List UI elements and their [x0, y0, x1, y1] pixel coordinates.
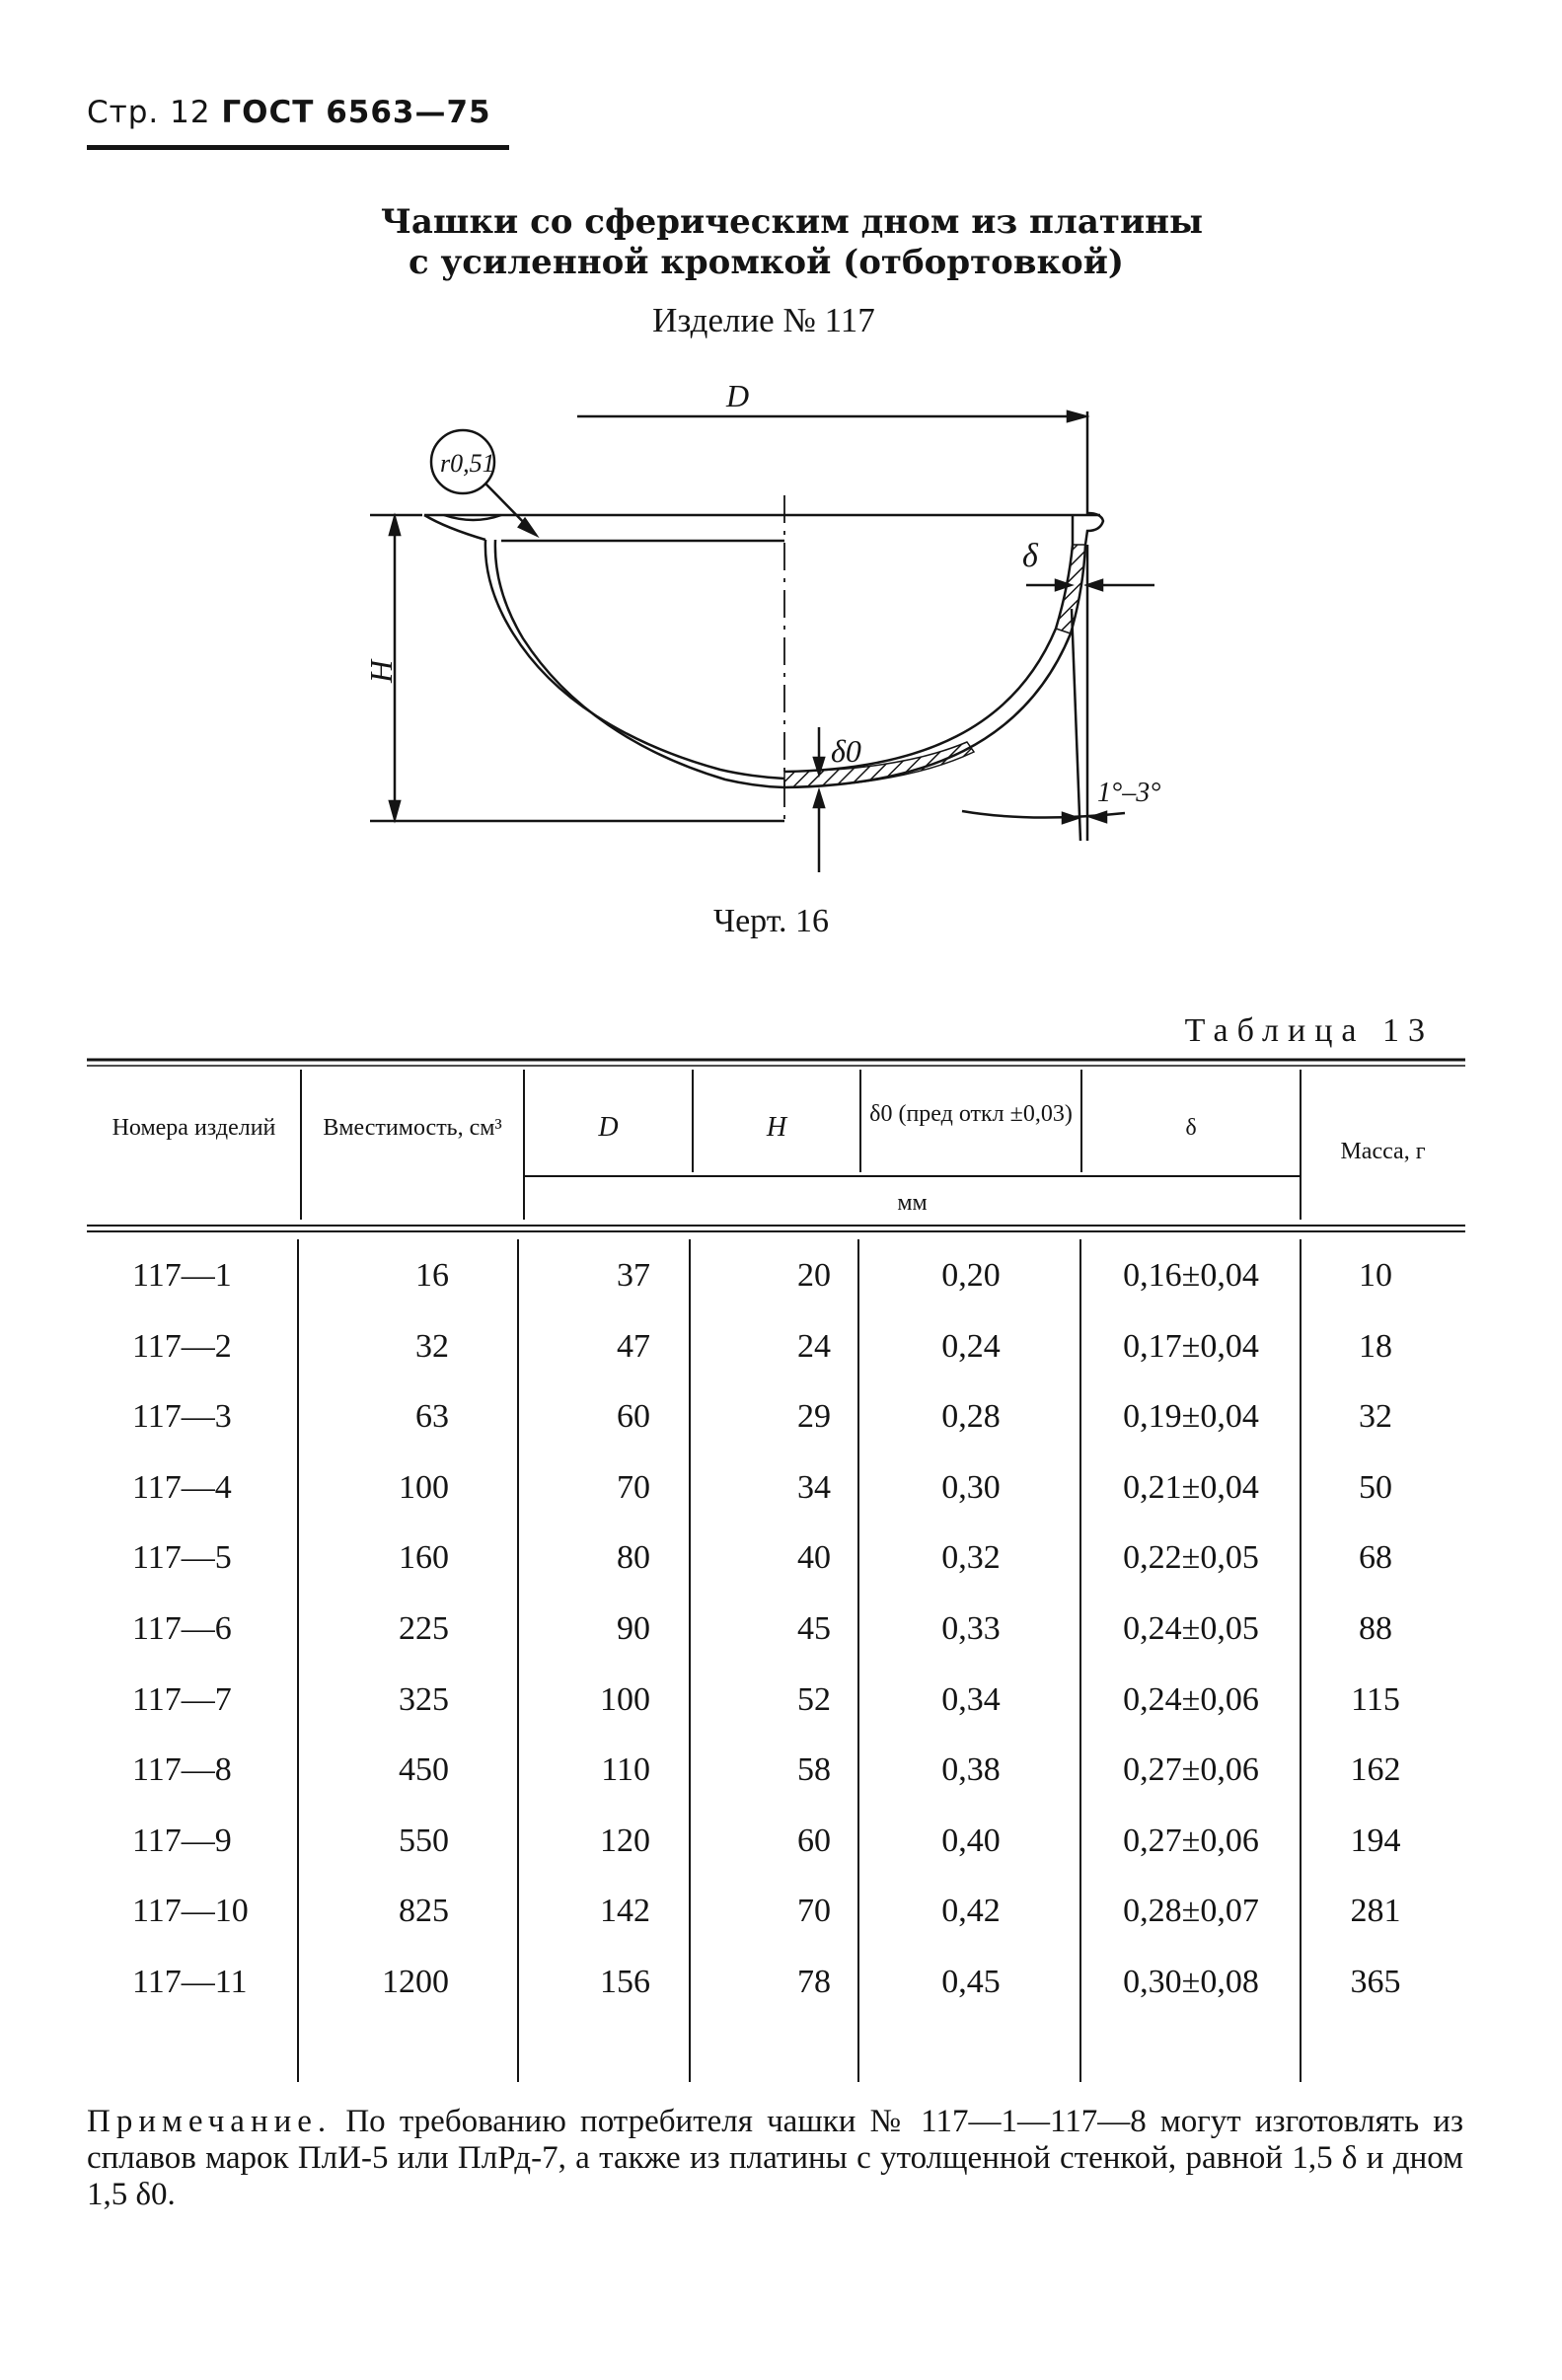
table-row — [87, 1807, 1465, 1876]
header-number: Номера изделий — [112, 1115, 276, 1141]
table-row — [87, 1524, 1465, 1593]
header-mass: Масса, г — [1340, 1139, 1426, 1164]
cell-number: 117—10 — [132, 1893, 249, 1930]
cell-delta: 0,16±0,04 — [1123, 1257, 1259, 1294]
cell-delta: 0,21±0,04 — [1123, 1468, 1259, 1506]
header-mm: мм — [897, 1190, 928, 1216]
cell-number: 117—8 — [132, 1751, 232, 1789]
cell-d: 47 — [617, 1327, 650, 1365]
data-table — [87, 1056, 1465, 2092]
cell-d: 90 — [617, 1610, 650, 1647]
cell-capacity: 550 — [399, 1822, 449, 1859]
cell-number: 117—7 — [132, 1680, 232, 1718]
cell-capacity: 1200 — [382, 1964, 449, 2000]
cell-number: 117—6 — [132, 1610, 232, 1647]
cell-number: 117—3 — [132, 1398, 232, 1436]
cell-number: 117—11 — [132, 1964, 248, 2000]
cell-d: 142 — [600, 1893, 650, 1930]
bowl-drawing-svg — [363, 367, 1194, 880]
cell-d: 70 — [617, 1468, 650, 1506]
cell-mass: 68 — [1359, 1539, 1392, 1577]
header-delta0: δ0 (пред откл ±0,03) — [869, 1101, 1073, 1127]
cell-h: 78 — [797, 1964, 831, 2000]
cell-capacity: 160 — [399, 1539, 449, 1577]
page-header — [87, 95, 491, 130]
cell-delta0: 0,45 — [941, 1964, 1001, 2000]
cell-capacity: 100 — [399, 1468, 449, 1506]
cell-delta0: 0,20 — [941, 1257, 1001, 1294]
cell-mass: 88 — [1359, 1610, 1392, 1647]
cell-h: 20 — [797, 1257, 831, 1294]
cell-delta: 0,24±0,05 — [1123, 1610, 1259, 1647]
cell-capacity: 225 — [399, 1610, 449, 1647]
table-row — [87, 1241, 1465, 1310]
cell-delta: 0,27±0,06 — [1123, 1751, 1259, 1789]
item-number: Изделие № 117 — [652, 301, 875, 339]
label-h: H — [363, 659, 399, 683]
cell-capacity: 450 — [399, 1751, 449, 1789]
cell-mass: 50 — [1359, 1468, 1392, 1506]
label-angle: 1°–3° — [1097, 778, 1161, 808]
cell-delta0: 0,42 — [941, 1893, 1001, 1930]
cell-capacity: 16 — [415, 1257, 449, 1294]
cell-delta: 0,27±0,06 — [1123, 1822, 1259, 1859]
note — [87, 2104, 1463, 2213]
cell-delta0: 0,38 — [941, 1751, 1001, 1789]
header-h: H — [766, 1112, 787, 1143]
table-row — [87, 1382, 1465, 1451]
cell-d: 100 — [600, 1680, 650, 1718]
cell-delta0: 0,24 — [941, 1327, 1001, 1365]
header-capacity: Вместимость, см³ — [323, 1115, 502, 1141]
cell-mass: 365 — [1350, 1964, 1401, 2000]
label-d: D — [726, 378, 750, 413]
note-lead: Примечание. — [87, 2104, 333, 2139]
title-line-1: Чашки со сферическим дном из платины — [380, 202, 1204, 242]
cell-d: 110 — [601, 1751, 650, 1789]
cell-mass: 115 — [1351, 1680, 1400, 1718]
cell-delta: 0,24±0,06 — [1123, 1680, 1259, 1718]
label-delta: δ — [1022, 538, 1038, 574]
header-rule — [87, 145, 509, 150]
table-row — [87, 1595, 1465, 1664]
page-number: Стр. 12 — [87, 95, 211, 130]
cell-delta0: 0,32 — [941, 1539, 1001, 1577]
cell-capacity: 325 — [399, 1680, 449, 1718]
cell-mass: 10 — [1359, 1257, 1392, 1294]
cell-delta0: 0,33 — [941, 1610, 1001, 1647]
cell-d: 60 — [617, 1398, 650, 1436]
cell-h: 70 — [797, 1893, 831, 1930]
cell-h: 34 — [797, 1468, 831, 1506]
cell-capacity: 32 — [415, 1327, 449, 1365]
cell-number: 117—4 — [132, 1468, 232, 1506]
cell-h: 52 — [797, 1680, 831, 1718]
cell-delta0: 0,28 — [941, 1398, 1001, 1436]
cell-d: 80 — [617, 1539, 650, 1577]
arrow-head — [1068, 411, 1085, 421]
cell-h: 58 — [797, 1751, 831, 1789]
cell-number: 117—1 — [132, 1257, 232, 1294]
cell-delta0: 0,30 — [941, 1468, 1001, 1506]
table-label: Таблица 13 — [1184, 1012, 1434, 1049]
table-row — [87, 1666, 1465, 1735]
cell-mass: 18 — [1359, 1327, 1392, 1365]
header-d: D — [598, 1112, 619, 1143]
label-radius: r0,51 — [440, 449, 495, 478]
cell-delta: 0,19±0,04 — [1123, 1398, 1259, 1436]
cell-capacity: 825 — [399, 1893, 449, 1930]
cell-delta: 0,28±0,07 — [1123, 1893, 1259, 1930]
cell-delta: 0,30±0,08 — [1123, 1964, 1259, 2000]
cell-mass: 194 — [1350, 1822, 1401, 1859]
cell-d: 156 — [600, 1964, 650, 2000]
cell-mass: 32 — [1359, 1398, 1392, 1436]
cell-delta: 0,17±0,04 — [1123, 1327, 1259, 1365]
cell-d: 120 — [600, 1822, 650, 1859]
label-delta0: δ0 — [831, 733, 861, 769]
table-row — [87, 1877, 1465, 1946]
cell-delta: 0,22±0,05 — [1123, 1539, 1259, 1577]
table-row — [87, 1948, 1465, 2017]
cell-mass: 281 — [1350, 1893, 1401, 1930]
note-text: По требованию потребителя чашки № 117—1—117—8 могут изготовлять из сплавов марок ПлИ-5 или ПлРд-7, а также из платины с утолщенной стенкой, равной 1,5 δ и дном 1,5 δ0. — [87, 2104, 1463, 2212]
cell-number: 117—5 — [132, 1539, 232, 1577]
cell-h: 45 — [797, 1610, 831, 1647]
cell-capacity: 63 — [415, 1398, 449, 1436]
table-row — [87, 1453, 1465, 1523]
cell-delta0: 0,40 — [941, 1822, 1001, 1859]
standard-code: ГОСТ 6563—75 — [221, 95, 491, 130]
cell-number: 117—9 — [132, 1822, 232, 1859]
cell-delta0: 0,34 — [941, 1680, 1001, 1718]
cell-h: 40 — [797, 1539, 831, 1577]
cell-h: 24 — [797, 1327, 831, 1365]
cell-d: 37 — [617, 1257, 650, 1294]
cell-h: 60 — [797, 1822, 831, 1859]
cell-mass: 162 — [1350, 1751, 1401, 1789]
cell-number: 117—2 — [132, 1327, 232, 1365]
table-row — [87, 1736, 1465, 1805]
title-line-2: с усиленной кромкой (отбортовкой) — [408, 243, 1125, 282]
table-row — [87, 1312, 1465, 1381]
header-delta: δ — [1185, 1115, 1197, 1141]
bowl-drawing — [363, 367, 1194, 880]
cell-h: 29 — [797, 1398, 831, 1436]
drawing-caption: Черт. 16 — [712, 903, 830, 939]
